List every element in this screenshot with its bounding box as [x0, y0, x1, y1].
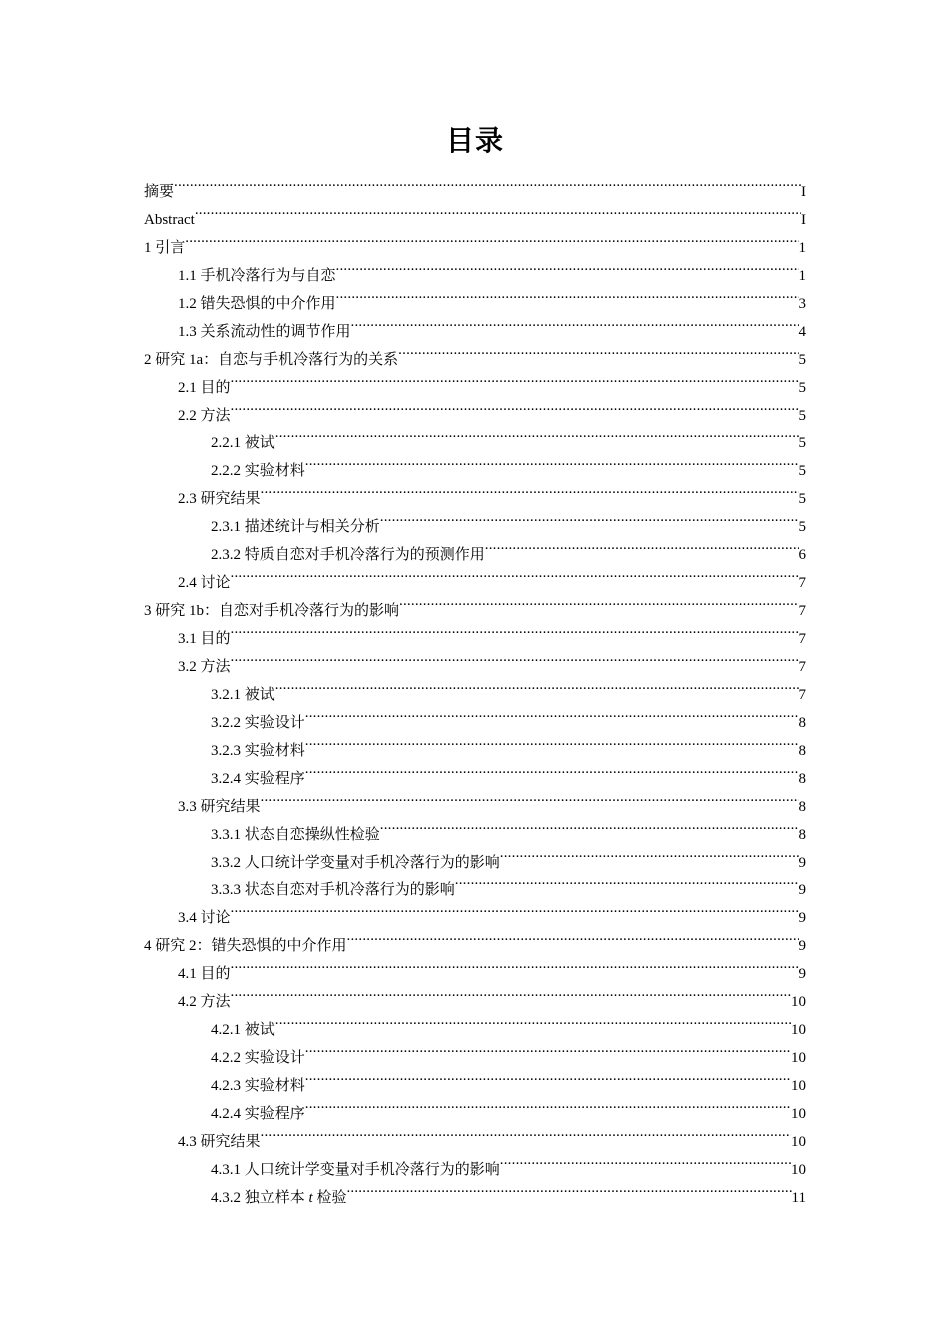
toc-entry-page: 10: [791, 1133, 806, 1150]
toc-entry[interactable]: [144, 168, 806, 200]
toc-leader-dots: [185, 224, 798, 252]
toc-leader-dots: [380, 503, 799, 531]
toc-entry-label: 3.2.2 实验设计: [211, 714, 305, 731]
toc-entry[interactable]: [144, 671, 806, 703]
toc-entry[interactable]: [144, 1006, 806, 1039]
toc-leader-dots: [231, 392, 799, 420]
toc-entry-label: 2.2 方法: [178, 407, 231, 424]
toc-entry-label: 3.2.4 实验程序: [211, 770, 305, 787]
toc-leader-dots: [305, 1090, 791, 1118]
toc-entry-page: 9: [798, 938, 806, 955]
toc-entry-page: 9: [798, 966, 806, 983]
toc-entry-label: 1 引言: [144, 239, 186, 256]
toc-leader-dots: [455, 866, 799, 894]
toc-leader-dots: [305, 447, 799, 475]
toc-entry[interactable]: [144, 922, 806, 955]
toc-entry[interactable]: [144, 950, 806, 983]
toc-leader-dots: [336, 252, 799, 280]
toc-entry-page: 5: [798, 407, 806, 424]
page-title: 目录: [445, 124, 504, 157]
toc-entry-label: 2.3.2 特质自恋对手机冷落行为的预测作用: [211, 547, 485, 564]
toc-entry-page: 5: [798, 379, 806, 396]
toc-leader-dots: [231, 643, 799, 671]
toc-entry-label: 4.3.1 人口统计学变量对手机冷落行为的影响: [211, 1161, 500, 1178]
toc-leader-dots: [275, 419, 799, 447]
toc-entry-label: 2 研究 1a：自恋与手机冷落行为的关系: [144, 351, 399, 368]
toc-entry[interactable]: [144, 643, 806, 675]
toc-entry-label: 4.2.4 实验程序: [211, 1105, 305, 1122]
toc-entry-page: 5: [798, 491, 806, 508]
toc-entry-label: 1.3 关系流动性的调节作用: [178, 323, 351, 340]
toc-entry-label: 4.2.2 实验设计: [211, 1050, 305, 1067]
toc-entry-page: 10: [791, 1050, 806, 1067]
toc-entry[interactable]: [144, 615, 806, 647]
toc-entry-label: 2.4 讨论: [178, 575, 231, 592]
toc-entry-page: 7: [798, 658, 806, 675]
toc-entry-page: 8: [798, 798, 806, 815]
toc-entry[interactable]: [144, 224, 806, 256]
toc-entry-page: 5: [798, 519, 806, 536]
toc-entry-page: 9: [798, 910, 806, 927]
toc-entry-label: 4 研究 2：错失恐惧的中介作用: [144, 938, 347, 955]
toc-entry-label: 1.1 手机冷落行为与自恋: [178, 267, 336, 284]
toc-leader-dots: [336, 280, 799, 308]
toc-entry-label: 3 研究 1b：自恋对手机冷落行为的影响: [144, 603, 400, 620]
toc-leader-dots: [231, 978, 791, 1006]
toc-entry-page: 4: [798, 323, 806, 340]
table-of-contents: [144, 168, 806, 1206]
toc-entry-label: 3.4 讨论: [178, 910, 231, 927]
toc-leader-dots: [231, 894, 799, 922]
toc-entry-label: 4.2 方法: [178, 994, 231, 1011]
toc-entry-label: 4.1 目的: [178, 966, 231, 983]
toc-entry-page: 9: [798, 882, 806, 899]
toc-leader-dots: [346, 1174, 791, 1202]
toc-leader-dots: [275, 671, 799, 699]
toc-entry-page: I: [801, 211, 806, 228]
toc-entry-page: 1: [798, 239, 806, 256]
toc-entry[interactable]: [144, 196, 806, 228]
toc-entry-label: 4.3 研究结果: [178, 1133, 261, 1150]
toc-entry-label: 3.3.1 状态自恋操纵性检验: [211, 826, 380, 843]
toc-entry[interactable]: [144, 894, 806, 927]
toc-entry-label: 4.3.2 独立样本 t 检验: [211, 1189, 347, 1206]
toc-entry-page: 5: [798, 351, 806, 368]
toc-leader-dots: [500, 1146, 791, 1174]
toc-entry[interactable]: [144, 978, 806, 1011]
toc-leader-dots: [231, 559, 799, 587]
toc-entry-label: 2.1 目的: [178, 379, 231, 396]
toc-leader-dots: [399, 587, 798, 615]
toc-entry-page: 3: [798, 295, 806, 312]
toc-entry-label: 3.3 研究结果: [178, 798, 261, 815]
toc-leader-dots: [305, 755, 799, 783]
toc-entry-page: 7: [798, 575, 806, 592]
toc-leader-dots: [398, 336, 798, 364]
toc-leader-dots: [305, 1062, 791, 1090]
toc-entry-label: 3.2.1 被试: [211, 686, 275, 703]
toc-entry-page: 9: [798, 854, 806, 871]
toc-entry-label: 3.3.2 人口统计学变量对手机冷落行为的影响: [211, 854, 500, 871]
toc-leader-dots: [261, 1118, 791, 1146]
toc-leader-dots: [231, 950, 799, 978]
toc-leader-dots: [231, 615, 799, 643]
toc-entry[interactable]: [144, 252, 806, 284]
toc-leader-dots: [305, 699, 799, 727]
toc-leader-dots: [380, 811, 799, 839]
toc-entry[interactable]: [144, 392, 806, 424]
toc-entry-label: 1.2 错失恐惧的中介作用: [178, 295, 336, 312]
toc-entry-page: 10: [791, 1105, 806, 1122]
toc-entry-page: 8: [798, 714, 806, 731]
toc-leader-dots: [500, 839, 799, 867]
toc-entry-page: 10: [791, 1022, 806, 1039]
toc-entry[interactable]: [144, 364, 806, 396]
toc-entry-page: 11: [791, 1189, 806, 1206]
toc-entry-label: 2.3.1 描述统计与相关分析: [211, 519, 380, 536]
toc-entry-label: 2.2.2 实验材料: [211, 463, 305, 480]
toc-entry-page: 6: [798, 547, 806, 564]
toc-leader-dots: [275, 1006, 791, 1034]
toc-leader-dots: [347, 922, 799, 950]
toc-leader-dots: [231, 364, 799, 392]
toc-entry-label: 3.2 方法: [178, 658, 231, 675]
toc-entry-page: 8: [798, 770, 806, 787]
toc-entry-page: 7: [798, 603, 806, 620]
toc-entry-page: 5: [798, 463, 806, 480]
toc-entry[interactable]: [144, 419, 806, 452]
toc-leader-dots: [261, 475, 799, 503]
toc-entry-page: 7: [798, 631, 806, 647]
toc-entry-page: 10: [791, 994, 806, 1011]
toc-entry-page: 10: [791, 1161, 806, 1178]
toc-leader-dots: [174, 168, 801, 196]
toc-entry-page: 8: [798, 826, 806, 843]
toc-entry[interactable]: [144, 587, 806, 620]
toc-entry[interactable]: [144, 559, 806, 592]
toc-entry-label: 摘要: [144, 184, 175, 200]
toc-leader-dots: [261, 783, 799, 811]
toc-entry-label: 4.2.3 实验材料: [211, 1078, 305, 1094]
toc-entry-label: 2.3 研究结果: [178, 491, 261, 508]
toc-leader-dots: [351, 308, 799, 336]
toc-entry-page: 7: [798, 686, 806, 703]
toc-entry-page: 1: [798, 267, 806, 284]
toc-entry-label: 2.2.1 被试: [211, 435, 275, 452]
toc-entry-label: Abstract: [144, 211, 195, 228]
toc-entry-label: 3.1 目的: [178, 631, 231, 647]
toc-entry-label: 3.2.3 实验材料: [211, 742, 305, 759]
toc-entry-label: 3.3.3 状态自恋对手机冷落行为的影响: [211, 882, 455, 899]
toc-leader-dots: [305, 1034, 791, 1062]
toc-entry-page: 10: [791, 1078, 806, 1094]
toc-entry-page: I: [801, 184, 806, 200]
toc-entry-page: 5: [798, 435, 806, 452]
toc-entry-label: 4.2.1 被试: [211, 1022, 275, 1039]
toc-entry-page: 8: [798, 742, 806, 759]
toc-leader-dots: [485, 531, 799, 559]
toc-leader-dots: [305, 727, 799, 755]
toc-leader-dots: [195, 196, 801, 224]
